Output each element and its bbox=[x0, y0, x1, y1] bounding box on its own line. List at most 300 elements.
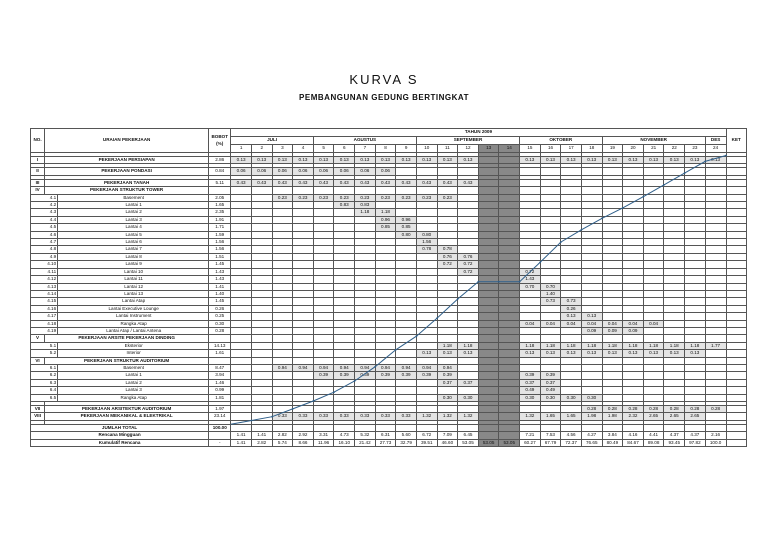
week-value bbox=[499, 372, 520, 379]
week-value bbox=[643, 335, 664, 342]
week-value bbox=[458, 305, 479, 312]
week-value: 1.18 bbox=[643, 342, 664, 349]
week-value bbox=[602, 187, 623, 194]
week-value bbox=[478, 290, 499, 297]
ket-cell bbox=[726, 168, 746, 175]
week-value bbox=[623, 224, 644, 231]
cumulative-value: 53.05 bbox=[478, 439, 499, 446]
week-value bbox=[313, 305, 334, 312]
week-value bbox=[375, 379, 396, 386]
week-value bbox=[437, 283, 458, 290]
week-value bbox=[437, 305, 458, 312]
week-value bbox=[251, 276, 272, 283]
week-value: 0.13 bbox=[623, 157, 644, 164]
table-row bbox=[31, 216, 747, 223]
week-value bbox=[313, 209, 334, 216]
week-value bbox=[416, 283, 437, 290]
week-value bbox=[478, 231, 499, 238]
week-value bbox=[664, 209, 685, 216]
week-value bbox=[478, 357, 499, 364]
total-cell bbox=[685, 424, 706, 431]
week-value bbox=[602, 364, 623, 371]
week-value bbox=[458, 202, 479, 209]
week-value bbox=[705, 372, 726, 379]
week-value: 0.13 bbox=[293, 157, 314, 164]
week-value bbox=[375, 283, 396, 290]
week-value: 0.39 bbox=[396, 372, 417, 379]
week-value: 0.04 bbox=[602, 320, 623, 327]
ket-cell bbox=[726, 253, 746, 260]
week-value bbox=[458, 224, 479, 231]
week-value bbox=[458, 327, 479, 334]
week-value bbox=[458, 406, 479, 413]
cumulative-value: 27.73 bbox=[375, 439, 396, 446]
header-week: 2 bbox=[251, 145, 272, 153]
week-value bbox=[334, 261, 355, 268]
week-value bbox=[685, 194, 706, 201]
cumulative-value: 84.67 bbox=[623, 439, 644, 446]
week-value bbox=[458, 313, 479, 320]
item-name: PEKERJAAN MEKANIKAL & ELEKTRIKAL bbox=[45, 413, 209, 420]
week-value bbox=[643, 231, 664, 238]
week-value bbox=[458, 290, 479, 297]
item-name: Lantai 13 bbox=[58, 290, 209, 297]
week-value: 0.43 bbox=[231, 179, 252, 186]
week-value bbox=[540, 202, 561, 209]
week-value bbox=[623, 379, 644, 386]
week-value bbox=[272, 239, 293, 246]
header-week: 20 bbox=[623, 145, 644, 153]
cumulative-value: 100.0 bbox=[705, 439, 726, 446]
week-value bbox=[561, 379, 582, 386]
week-value bbox=[664, 290, 685, 297]
cumulative-value: 76.65 bbox=[581, 439, 602, 446]
week-value: 1.77 bbox=[705, 342, 726, 349]
week-value bbox=[375, 187, 396, 194]
week-value bbox=[355, 357, 376, 364]
week-value bbox=[685, 290, 706, 297]
week-value bbox=[313, 298, 334, 305]
week-value bbox=[458, 276, 479, 283]
header-week: 14 bbox=[499, 145, 520, 153]
week-value bbox=[272, 379, 293, 386]
item-name: Lantai 2 bbox=[58, 209, 209, 216]
week-value bbox=[313, 261, 334, 268]
week-value bbox=[664, 239, 685, 246]
week-value bbox=[643, 364, 664, 371]
item-bobot: 1.65 bbox=[209, 202, 231, 209]
week-value bbox=[334, 320, 355, 327]
week-value bbox=[540, 194, 561, 201]
header-week: 4 bbox=[293, 145, 314, 153]
item-no: 4.12 bbox=[31, 276, 58, 283]
week-value bbox=[623, 168, 644, 175]
week-value bbox=[664, 202, 685, 209]
week-value bbox=[334, 335, 355, 342]
week-value bbox=[705, 327, 726, 334]
cumulative-value: 67.79 bbox=[540, 439, 561, 446]
week-value bbox=[375, 202, 396, 209]
week-value: 1.98 bbox=[602, 413, 623, 420]
week-value bbox=[231, 320, 252, 327]
week-value bbox=[375, 387, 396, 394]
week-value: 0.39 bbox=[355, 372, 376, 379]
week-value bbox=[561, 364, 582, 371]
week-value bbox=[643, 246, 664, 253]
week-value bbox=[581, 283, 602, 290]
week-value bbox=[664, 364, 685, 371]
week-value: 0.13 bbox=[561, 350, 582, 357]
week-value bbox=[705, 357, 726, 364]
header-week: 6 bbox=[334, 145, 355, 153]
week-value bbox=[251, 246, 272, 253]
week-value: 0.70 bbox=[540, 283, 561, 290]
item-name: Lantai 4 bbox=[58, 224, 209, 231]
document-title: KURVA S bbox=[349, 72, 419, 87]
week-value bbox=[231, 261, 252, 268]
week-value bbox=[231, 224, 252, 231]
week-value: 0.13 bbox=[437, 350, 458, 357]
week-value: 0.43 bbox=[355, 179, 376, 186]
week-value: 0.30 bbox=[437, 394, 458, 401]
week-value bbox=[664, 261, 685, 268]
weekly-value: 4.37 bbox=[685, 432, 706, 439]
header-week: 24 bbox=[705, 145, 726, 153]
week-value: 0.85 bbox=[396, 224, 417, 231]
week-value bbox=[396, 261, 417, 268]
week-value: 0.43 bbox=[416, 179, 437, 186]
week-value bbox=[251, 224, 272, 231]
week-value bbox=[499, 350, 520, 357]
item-no: 6.3 bbox=[31, 379, 58, 386]
week-value bbox=[396, 387, 417, 394]
week-value bbox=[685, 379, 706, 386]
week-value bbox=[458, 364, 479, 371]
week-value bbox=[416, 290, 437, 297]
week-value bbox=[602, 298, 623, 305]
week-value: 0.13 bbox=[581, 313, 602, 320]
ket-cell bbox=[726, 313, 746, 320]
week-value: 0.94 bbox=[437, 364, 458, 371]
week-value bbox=[478, 350, 499, 357]
header-week: 22 bbox=[664, 145, 685, 153]
header-month: NOVEMBER bbox=[602, 137, 705, 145]
week-value bbox=[643, 268, 664, 275]
week-value bbox=[581, 187, 602, 194]
week-value bbox=[623, 364, 644, 371]
week-value bbox=[664, 187, 685, 194]
week-value: 0.13 bbox=[623, 350, 644, 357]
week-value bbox=[396, 342, 417, 349]
week-value bbox=[705, 413, 726, 420]
week-value bbox=[437, 290, 458, 297]
weekly-value: 4.37 bbox=[664, 432, 685, 439]
week-value bbox=[313, 246, 334, 253]
week-value bbox=[478, 216, 499, 223]
week-value bbox=[499, 413, 520, 420]
week-value bbox=[705, 350, 726, 357]
week-value bbox=[623, 298, 644, 305]
week-value bbox=[293, 305, 314, 312]
week-value bbox=[293, 216, 314, 223]
week-value bbox=[396, 394, 417, 401]
week-value bbox=[478, 239, 499, 246]
header-month: JULI bbox=[231, 137, 314, 145]
table-row bbox=[31, 276, 747, 283]
week-value bbox=[231, 406, 252, 413]
table-row bbox=[31, 283, 747, 290]
week-value bbox=[437, 320, 458, 327]
week-value bbox=[416, 379, 437, 386]
item-no: 5.1 bbox=[31, 342, 58, 349]
week-value bbox=[478, 327, 499, 334]
week-value bbox=[643, 357, 664, 364]
week-value bbox=[705, 290, 726, 297]
item-name: Lantai 1 bbox=[58, 202, 209, 209]
week-value bbox=[231, 202, 252, 209]
week-value bbox=[251, 387, 272, 394]
week-value bbox=[334, 231, 355, 238]
week-value bbox=[251, 413, 272, 420]
week-value: 0.13 bbox=[416, 157, 437, 164]
week-value: 0.39 bbox=[313, 372, 334, 379]
week-value: 1.18 bbox=[602, 342, 623, 349]
week-value bbox=[416, 253, 437, 260]
week-value bbox=[685, 305, 706, 312]
table-row bbox=[31, 290, 747, 297]
item-bobot: 1.46 bbox=[209, 379, 231, 386]
week-value bbox=[643, 202, 664, 209]
week-value: 0.39 bbox=[416, 372, 437, 379]
item-name: Lantai Atap bbox=[58, 298, 209, 305]
item-bobot: 1.40 bbox=[209, 290, 231, 297]
week-value: 0.30 bbox=[581, 394, 602, 401]
week-value bbox=[355, 313, 376, 320]
week-value bbox=[437, 406, 458, 413]
week-value bbox=[643, 305, 664, 312]
week-value bbox=[231, 194, 252, 201]
week-value bbox=[520, 168, 541, 175]
week-value bbox=[272, 406, 293, 413]
week-value bbox=[705, 224, 726, 231]
item-bobot: 14.13 bbox=[209, 342, 231, 349]
week-value bbox=[540, 246, 561, 253]
week-value bbox=[499, 209, 520, 216]
week-value bbox=[561, 387, 582, 394]
week-value bbox=[478, 305, 499, 312]
ket-cell bbox=[726, 394, 746, 401]
week-value: 0.39 bbox=[375, 372, 396, 379]
week-value bbox=[355, 320, 376, 327]
week-value bbox=[458, 387, 479, 394]
week-value: 1.32 bbox=[458, 413, 479, 420]
week-value: 0.06 bbox=[313, 168, 334, 175]
week-value bbox=[499, 342, 520, 349]
week-value bbox=[540, 305, 561, 312]
week-value bbox=[685, 216, 706, 223]
week-value bbox=[231, 357, 252, 364]
week-value bbox=[602, 394, 623, 401]
header-year: TAHUN 2009 bbox=[231, 129, 726, 137]
week-value bbox=[272, 327, 293, 334]
week-value bbox=[478, 313, 499, 320]
week-value bbox=[478, 209, 499, 216]
week-value bbox=[251, 194, 272, 201]
week-value bbox=[375, 357, 396, 364]
week-value bbox=[396, 357, 417, 364]
item-no: 4.15 bbox=[31, 298, 58, 305]
week-value bbox=[643, 224, 664, 231]
week-value bbox=[272, 216, 293, 223]
week-value bbox=[581, 179, 602, 186]
item-bobot: 0.25 bbox=[209, 313, 231, 320]
week-value bbox=[293, 372, 314, 379]
week-value bbox=[334, 313, 355, 320]
week-value bbox=[334, 327, 355, 334]
week-value bbox=[602, 387, 623, 394]
item-bobot: 2.35 bbox=[209, 209, 231, 216]
week-value: 0.43 bbox=[375, 179, 396, 186]
header-week: 23 bbox=[685, 145, 706, 153]
week-value bbox=[643, 290, 664, 297]
week-value: 0.13 bbox=[458, 157, 479, 164]
week-value bbox=[643, 379, 664, 386]
week-value bbox=[334, 224, 355, 231]
ket-cell bbox=[726, 298, 746, 305]
table-row bbox=[31, 168, 747, 175]
header-week: 19 bbox=[602, 145, 623, 153]
week-value bbox=[313, 187, 334, 194]
week-value: 0.23 bbox=[355, 194, 376, 201]
week-value bbox=[561, 179, 582, 186]
week-value: 0.43 bbox=[313, 179, 334, 186]
item-no: 6.5 bbox=[31, 394, 58, 401]
week-value bbox=[705, 276, 726, 283]
week-value bbox=[520, 335, 541, 342]
item-bobot: 1.45 bbox=[209, 298, 231, 305]
week-value bbox=[355, 394, 376, 401]
item-bobot: 2.05 bbox=[209, 194, 231, 201]
week-value bbox=[478, 387, 499, 394]
week-value bbox=[231, 187, 252, 194]
week-value bbox=[396, 335, 417, 342]
item-no: 4.11 bbox=[31, 268, 58, 275]
weekly-value: 5.32 bbox=[355, 432, 376, 439]
week-value bbox=[293, 187, 314, 194]
week-value bbox=[396, 239, 417, 246]
item-name: Rangka Atap bbox=[58, 320, 209, 327]
week-value bbox=[272, 253, 293, 260]
table-row bbox=[31, 327, 747, 334]
week-value bbox=[313, 379, 334, 386]
item-no: IV bbox=[31, 187, 45, 194]
week-value bbox=[561, 327, 582, 334]
week-value bbox=[499, 239, 520, 246]
week-value bbox=[602, 179, 623, 186]
week-value bbox=[313, 231, 334, 238]
cumulative-value: 60.27 bbox=[520, 439, 541, 446]
item-no: 5.2 bbox=[31, 350, 58, 357]
week-value bbox=[375, 342, 396, 349]
week-value bbox=[334, 216, 355, 223]
weekly-value: 7.53 bbox=[540, 432, 561, 439]
week-value: 0.13 bbox=[355, 157, 376, 164]
week-value bbox=[313, 342, 334, 349]
week-value bbox=[251, 379, 272, 386]
weekly-value: 4.41 bbox=[643, 432, 664, 439]
week-value bbox=[416, 335, 437, 342]
week-value bbox=[437, 313, 458, 320]
total-cell bbox=[623, 424, 644, 431]
week-value bbox=[643, 168, 664, 175]
item-no: 4.2 bbox=[31, 202, 58, 209]
week-value bbox=[355, 268, 376, 275]
ket-cell bbox=[726, 209, 746, 216]
week-value bbox=[623, 253, 644, 260]
week-value: 1.98 bbox=[581, 413, 602, 420]
week-value bbox=[458, 168, 479, 175]
cumulative-value: 5.74 bbox=[272, 439, 293, 446]
week-value bbox=[231, 246, 252, 253]
item-name: Basement bbox=[58, 194, 209, 201]
week-value: 0.13 bbox=[664, 350, 685, 357]
week-value: 0.83 bbox=[355, 202, 376, 209]
weekly-value: 5.60 bbox=[396, 432, 417, 439]
header-week: 8 bbox=[375, 145, 396, 153]
week-value bbox=[293, 357, 314, 364]
week-value bbox=[643, 283, 664, 290]
week-value: 0.04 bbox=[643, 320, 664, 327]
week-value bbox=[540, 335, 561, 342]
week-value bbox=[313, 350, 334, 357]
week-value bbox=[685, 327, 706, 334]
week-value bbox=[540, 216, 561, 223]
weekly-value: 6.72 bbox=[416, 432, 437, 439]
week-value: 0.13 bbox=[561, 157, 582, 164]
week-value bbox=[499, 157, 520, 164]
week-value bbox=[293, 387, 314, 394]
week-value bbox=[251, 350, 272, 357]
week-value bbox=[581, 372, 602, 379]
week-value bbox=[685, 246, 706, 253]
week-value bbox=[231, 394, 252, 401]
ket-cell bbox=[726, 224, 746, 231]
week-value bbox=[334, 253, 355, 260]
item-name: Lantai Atap / Lantai Antena bbox=[58, 327, 209, 334]
weekly-label: Rencana Mingguan bbox=[31, 432, 209, 439]
total-label: JUMLAH TOTAL bbox=[31, 424, 209, 431]
week-value bbox=[416, 406, 437, 413]
week-value bbox=[458, 246, 479, 253]
week-value bbox=[623, 276, 644, 283]
week-value bbox=[581, 298, 602, 305]
week-value bbox=[540, 187, 561, 194]
weekly-value: 4.73 bbox=[334, 432, 355, 439]
week-value bbox=[478, 179, 499, 186]
week-value bbox=[272, 268, 293, 275]
week-value: 0.13 bbox=[520, 157, 541, 164]
item-bobot: 1.81 bbox=[209, 394, 231, 401]
week-value bbox=[705, 387, 726, 394]
week-value bbox=[334, 305, 355, 312]
item-name: Lantai 2 bbox=[58, 379, 209, 386]
week-value: 0.33 bbox=[293, 413, 314, 420]
week-value bbox=[581, 231, 602, 238]
week-value bbox=[375, 290, 396, 297]
item-no: 4.5 bbox=[31, 224, 58, 231]
week-value: 0.13 bbox=[520, 350, 541, 357]
week-value: 2.65 bbox=[664, 413, 685, 420]
